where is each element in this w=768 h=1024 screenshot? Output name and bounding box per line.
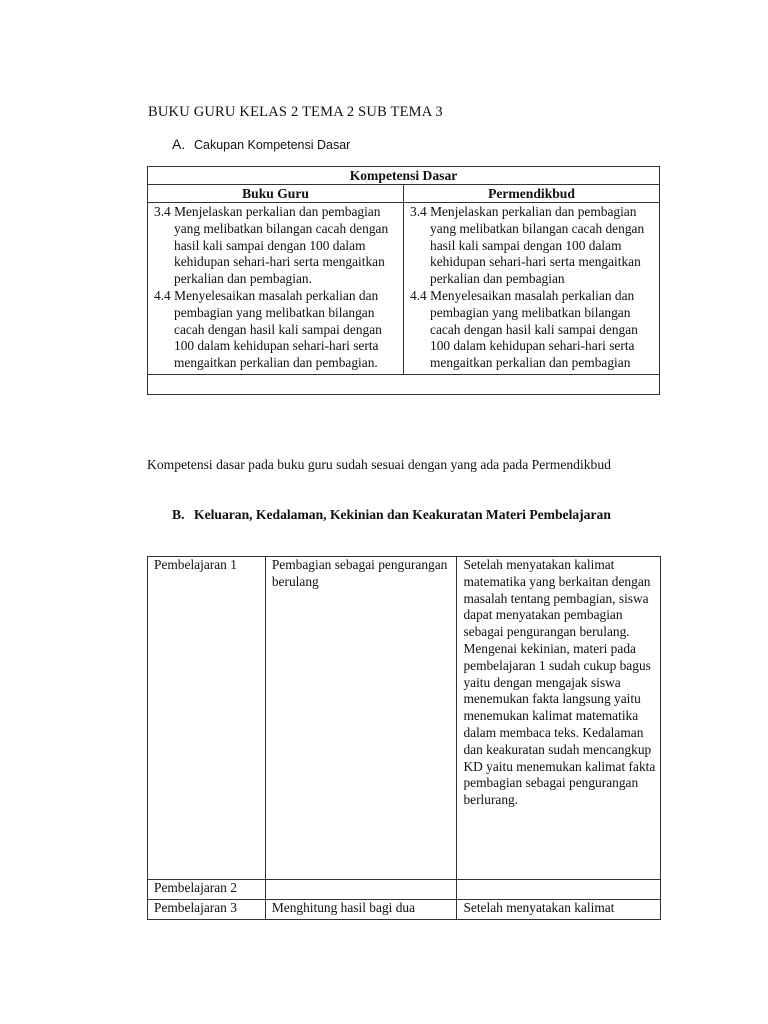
analysis-cell: Setelah menyatakan kalimat: [457, 899, 661, 919]
topic-cell: [265, 880, 457, 900]
materi-table: [147, 556, 661, 920]
kd-item-3-4-buku-guru: 3.4 Menjelaskan perkalian dan pembagian yang melibatkan bilangan cacah dengan hasil kali sampai dengan 100 dalam kehidupan sehari-hari serta mengaitkan perkalian dan pembagian.: [154, 204, 389, 287]
topic-cell: Pembagian sebagai pengurangan berulang: [265, 557, 457, 880]
kd-item-4-4-buku-guru: 4.4 Menyelesaikan masalah perkalian dan pembagian yang melibatkan bilangan cacah dengan hasil kali sampai dengan 100 dalam kehidupan sehari-hari serta mengaitkan perkalian dan pembagian.: [154, 287, 382, 371]
section-b-heading: [172, 505, 612, 524]
section-b-letter: B.: [172, 507, 185, 522]
analysis-cell: Setelah menyatakan kalimat matematika yang berkaitan dengan masalah tentang pembagian, siswa dapat menyatakan pembagian sebagai pengurangan berulang. Mengenai kekinian, materi pada pembelajaran 1 sudah cukup bagus yaitu dengan mengajak siswa menemukan fakta langsung yaitu menemukan kalimat matematika dalam membaca teks. Kedalaman dan keakuratan sudah mencangkup KD yaitu menemukan kalimat fakta pembagian sebagai pengurangan berlurang.: [457, 557, 661, 880]
topic-cell: Menghitung hasil bagi dua: [265, 899, 457, 919]
kd-cell-buku-guru: [148, 203, 404, 375]
section-a-letter: A.: [172, 136, 186, 152]
lesson-cell: Pembelajaran 1: [148, 557, 266, 880]
table-row: [148, 880, 661, 900]
analysis-cell: [457, 880, 661, 900]
kd-item-3-4-permendikbud: 3.4 Menjelaskan perkalian dan pembagian yang melibatkan bilangan cacah dengan hasil kali sampai dengan 100 dalam kehidupan sehari-hari serta mengaitkan perkalian dan pembagian: [410, 204, 645, 287]
lesson-cell: Pembelajaran 2: [148, 880, 266, 900]
kd-col-header-permendikbud: Permendikbud: [404, 185, 660, 203]
kd-item-4-4-permendikbud: 4.4 Menyelesaikan masalah perkalian dan pembagian yang melibatkan bilangan cacah dengan hasil kali sampai dengan 100 dalam kehidupan sehari-hari serta mengaitkan perkalian dan pembagian: [410, 287, 638, 371]
kd-table-caption: Kompetensi Dasar: [148, 167, 660, 185]
section-b-title: Keluaran, Kedalaman, Kekinian dan Keakuratan Materi Pembelajaran: [194, 507, 611, 522]
table-row: [148, 557, 661, 880]
kd-conclusion-note: Kompetensi dasar pada buku guru sudah sesuai dengan yang ada pada Permendikbud: [147, 457, 611, 472]
kd-col-header-buku-guru: Buku Guru: [148, 185, 404, 203]
table-row: [148, 899, 661, 919]
kd-cell-permendikbud: [404, 203, 660, 375]
document-title: BUKU GURU KELAS 2 TEMA 2 SUB TEMA 3: [148, 104, 443, 120]
lesson-cell: Pembelajaran 3: [148, 899, 266, 919]
kd-empty-row: [148, 374, 660, 394]
section-a-heading: [172, 136, 350, 152]
kompetensi-dasar-table: [147, 166, 660, 395]
section-a-title: Cakupan Kompetensi Dasar: [194, 138, 351, 152]
